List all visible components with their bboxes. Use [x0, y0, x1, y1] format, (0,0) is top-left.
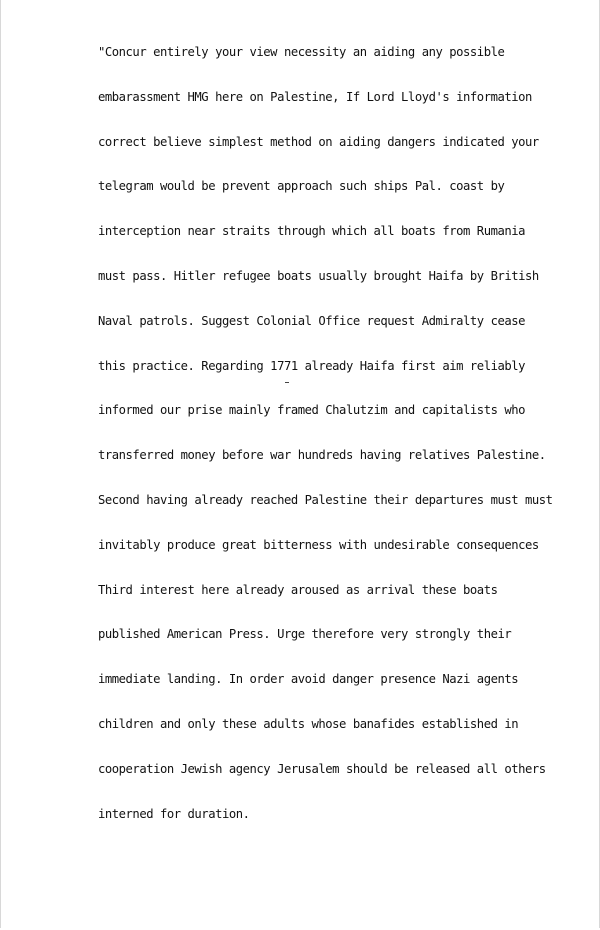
stray-ink-mark: [285, 382, 289, 383]
text-line: Second having already reached Palestine their departures must must: [98, 492, 553, 507]
text-line: invitably produce great bitterness with undesirable consequences: [98, 537, 539, 552]
text-line: informed our prise mainly framed Chalutzim and capitalists who: [98, 403, 526, 418]
text-line: this practice. Regarding 1771 already Haifa first aim reliably: [98, 358, 526, 373]
text-line: "Concur entirely your view necessity an aiding any possible: [98, 45, 505, 59]
text-line: embarassment HMG here on Palestine, If Lord Lloyd's information: [98, 89, 532, 104]
text-line: must pass. Hitler refugee boats usually brought Haifa by British: [98, 268, 539, 283]
text-line: published American Press. Urge therefore very strongly their: [98, 627, 512, 642]
text-line: transferred money before war hundreds having relatives Palestine.: [98, 448, 546, 463]
text-line: telegram would be prevent approach such ships Pal. coast by: [98, 179, 505, 194]
text-line: cooperation Jewish agency Jerusalem should be released all others: [98, 761, 546, 776]
text-line: correct believe simplest method on aiding dangers indicated your: [98, 134, 539, 149]
text-line: Third interest here already aroused as arrival these boats: [98, 582, 498, 597]
text-line: interception near straits through which all boats from Rumania: [98, 224, 526, 239]
text-line: immediate landing. In order avoid danger presence Nazi agents: [98, 672, 519, 687]
text-line: Naval patrols. Suggest Colonial Office request Admiralty cease: [98, 313, 526, 328]
text-line: children and only these adults whose banafides established in: [98, 716, 519, 731]
typed-telegram-text: [98, 38, 568, 844]
text-line: interned for duration.: [98, 806, 250, 821]
